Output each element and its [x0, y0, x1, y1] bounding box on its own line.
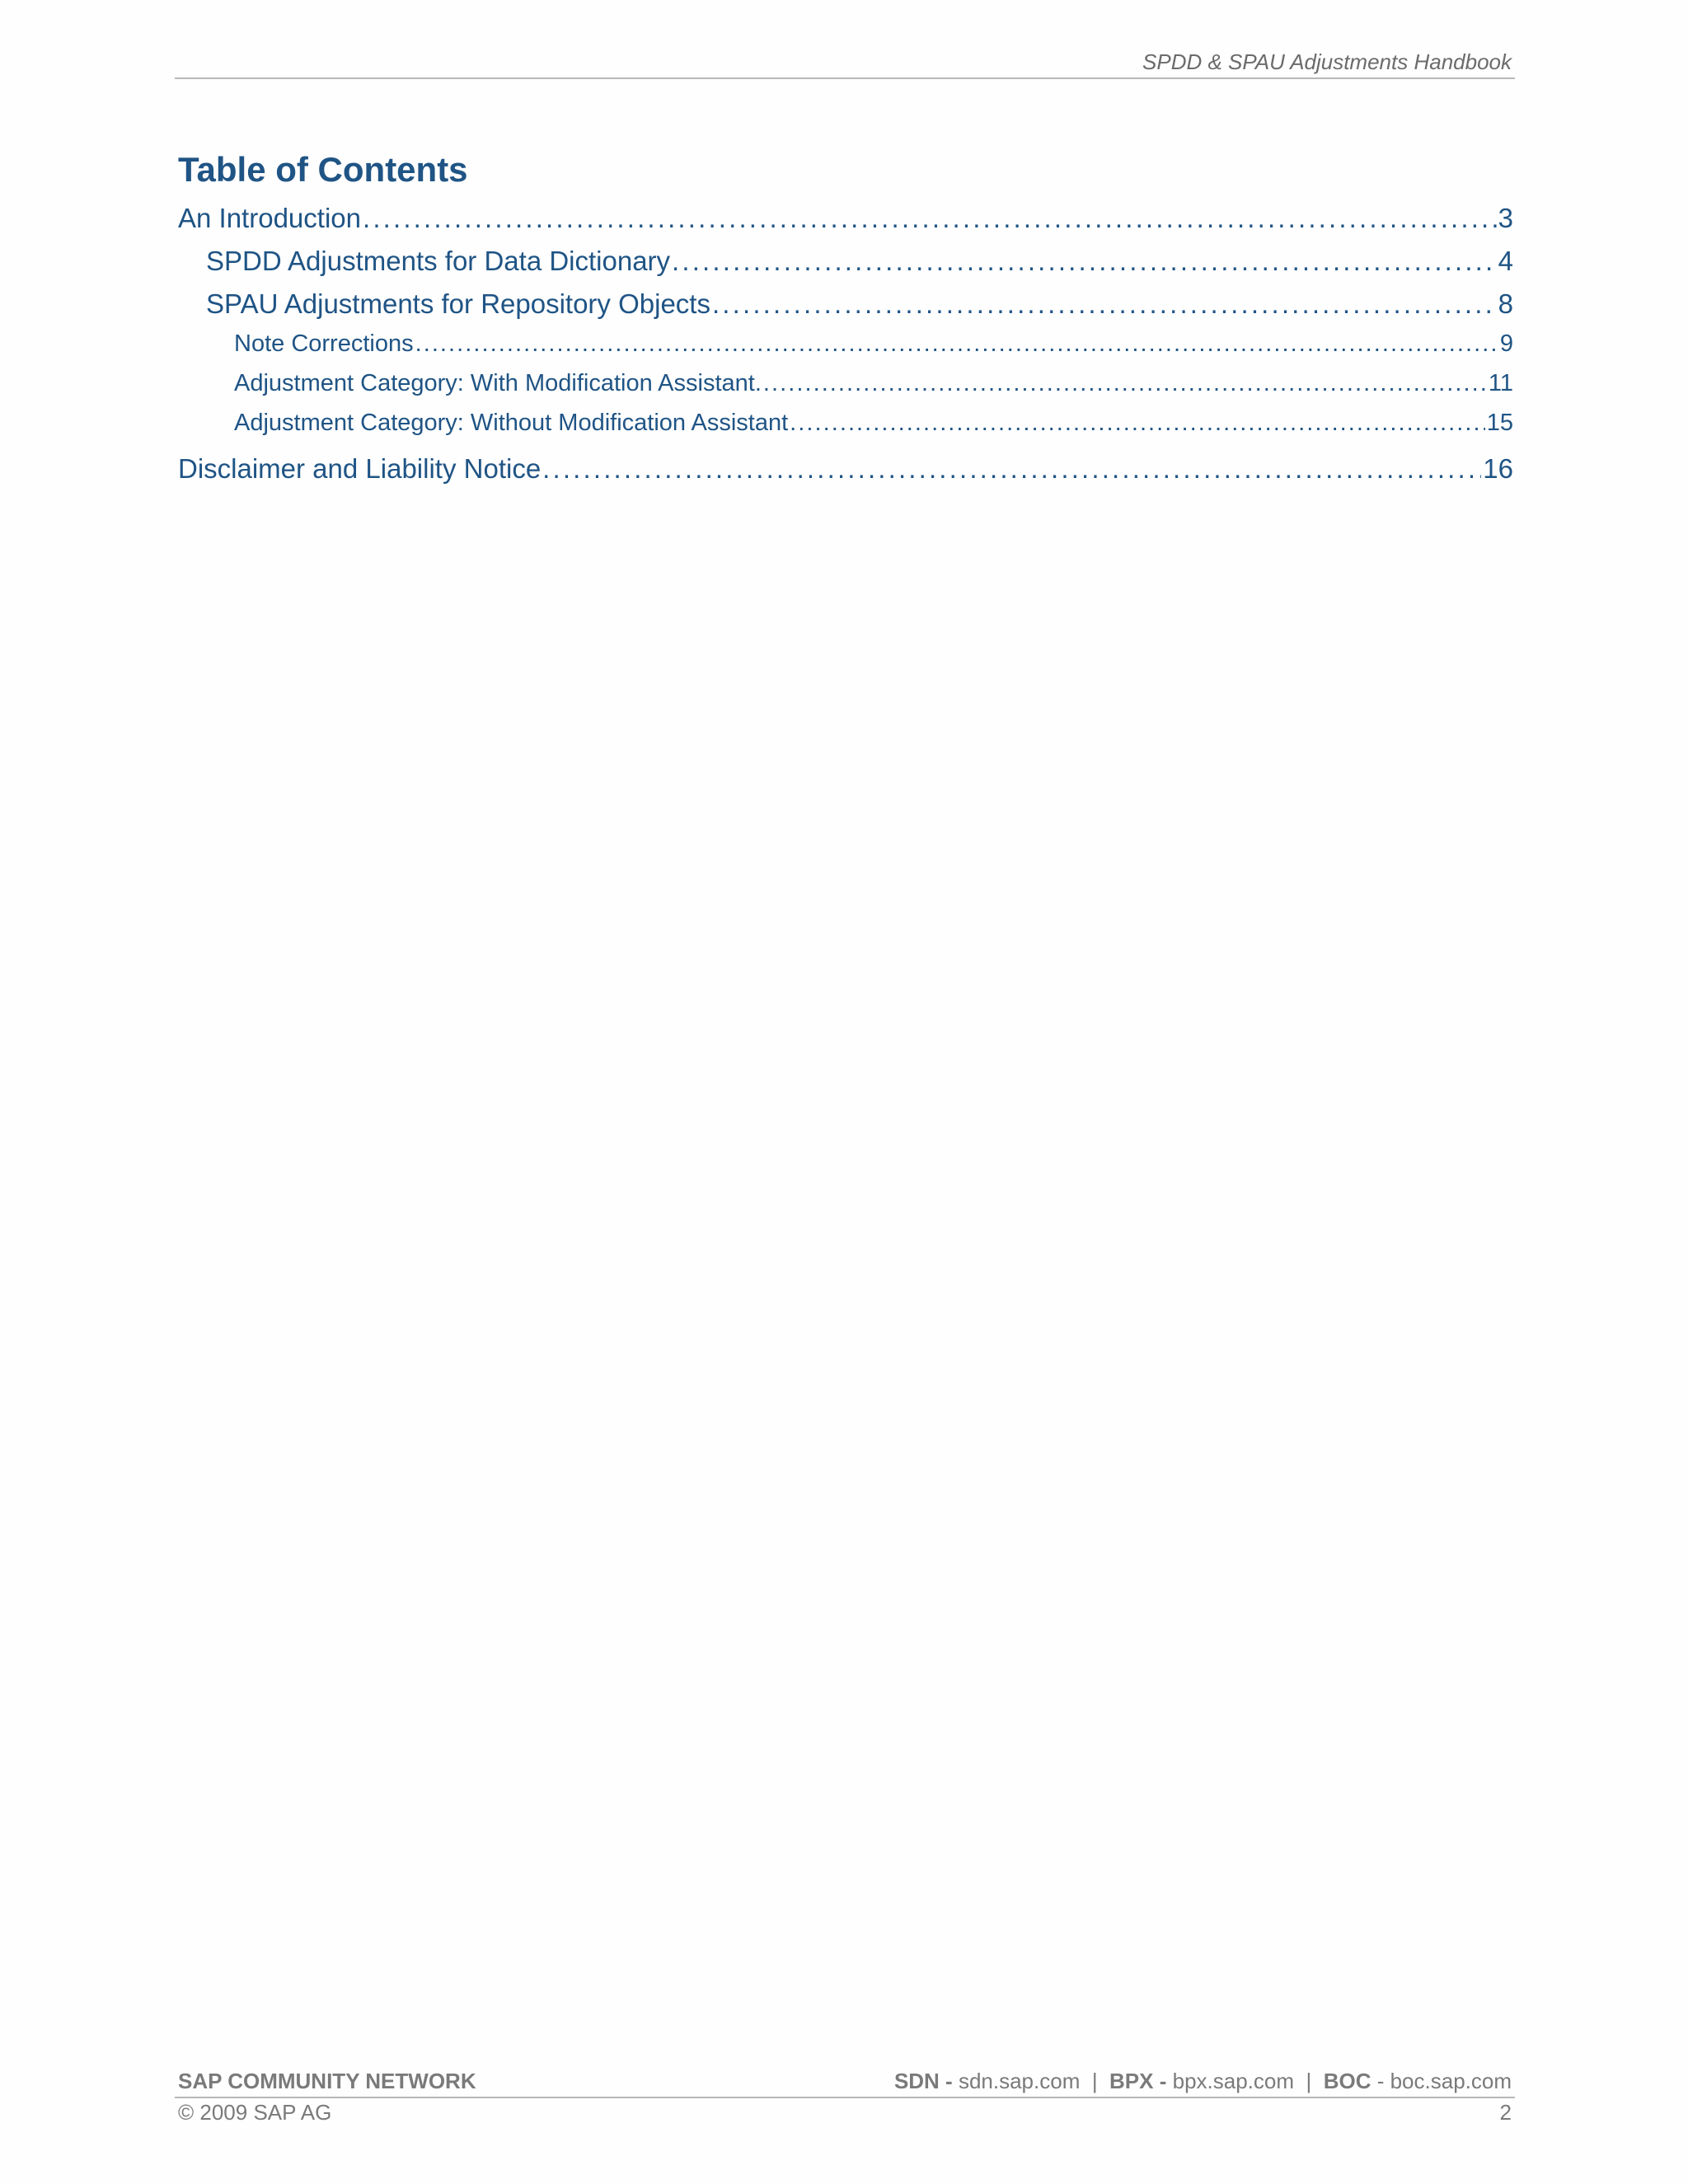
- toc-leader: [712, 288, 1497, 320]
- toc-entry-page: 3: [1498, 203, 1513, 233]
- toc-entry-title: An Introduction: [178, 203, 361, 233]
- toc-entry-page: 16: [1483, 453, 1513, 484]
- toc-leader: [763, 370, 1487, 397]
- toc-entry-title: Disclaimer and Liability Notice: [178, 453, 542, 484]
- footer-link-label-sdn: SDN -: [893, 2069, 953, 2093]
- toc-entry-note-corrections[interactable]: [234, 330, 1513, 358]
- page-header: [175, 48, 1515, 79]
- toc-entry-page: 15: [1486, 410, 1513, 436]
- page-footer: [175, 2067, 1515, 2131]
- toc-entry-title: Adjustment Category: With Modification Assistant.: [234, 370, 762, 396]
- footer-link-bpx[interactable]: bpx.sap.com: [1172, 2069, 1295, 2093]
- footer-separator: |: [1091, 2069, 1098, 2093]
- toc-entry-title: Note Corrections: [234, 330, 414, 357]
- toc-entry-introduction[interactable]: [178, 203, 1513, 234]
- footer-link-label-boc: BOC: [1323, 2069, 1372, 2093]
- toc-leader: [415, 330, 1498, 358]
- toc-entry-spau[interactable]: [206, 288, 1513, 320]
- footer-link-label-bpx: BPX -: [1109, 2069, 1167, 2093]
- footer-link-sdn[interactable]: sdn.sap.com: [958, 2069, 1081, 2093]
- footer-links: [894, 2069, 1512, 2094]
- toc-entry-without-modification-assistant[interactable]: [234, 410, 1513, 437]
- toc-entry-title: SPAU Adjustments for Repository Objects: [206, 288, 710, 319]
- toc-entry-disclaimer[interactable]: [178, 453, 1513, 485]
- footer-network-name: SAP COMMUNITY NETWORK: [178, 2069, 476, 2093]
- toc-leader: [790, 410, 1485, 437]
- page-number: 2: [1499, 2100, 1512, 2125]
- toc-entry-title: Adjustment Category: Without Modification Assistant: [234, 410, 789, 436]
- toc-leader: [542, 453, 1481, 485]
- toc-entry-with-modification-assistant[interactable]: [234, 370, 1513, 397]
- toc-leader: [363, 203, 1497, 234]
- toc-entry-page: 11: [1488, 370, 1513, 396]
- toc-entry-spdd[interactable]: [206, 246, 1513, 277]
- toc-entry-page: 9: [1499, 330, 1513, 357]
- copyright-notice: © 2009 SAP AG: [178, 2100, 332, 2125]
- document-title: SPDD & SPAU Adjustments Handbook: [1142, 49, 1512, 74]
- footer-separator: |: [1306, 2069, 1312, 2093]
- footer-bottom-row: [175, 2098, 1515, 2131]
- toc-heading: Table of Contents: [178, 150, 468, 189]
- toc-entry-page: 8: [1498, 288, 1513, 319]
- footer-top-row: [175, 2067, 1515, 2098]
- toc-entry-page: 4: [1498, 246, 1513, 276]
- toc-leader: [672, 246, 1497, 277]
- footer-link-boc[interactable]: - boc.sap.com: [1376, 2069, 1512, 2093]
- toc-entry-title: SPDD Adjustments for Data Dictionary: [206, 246, 671, 276]
